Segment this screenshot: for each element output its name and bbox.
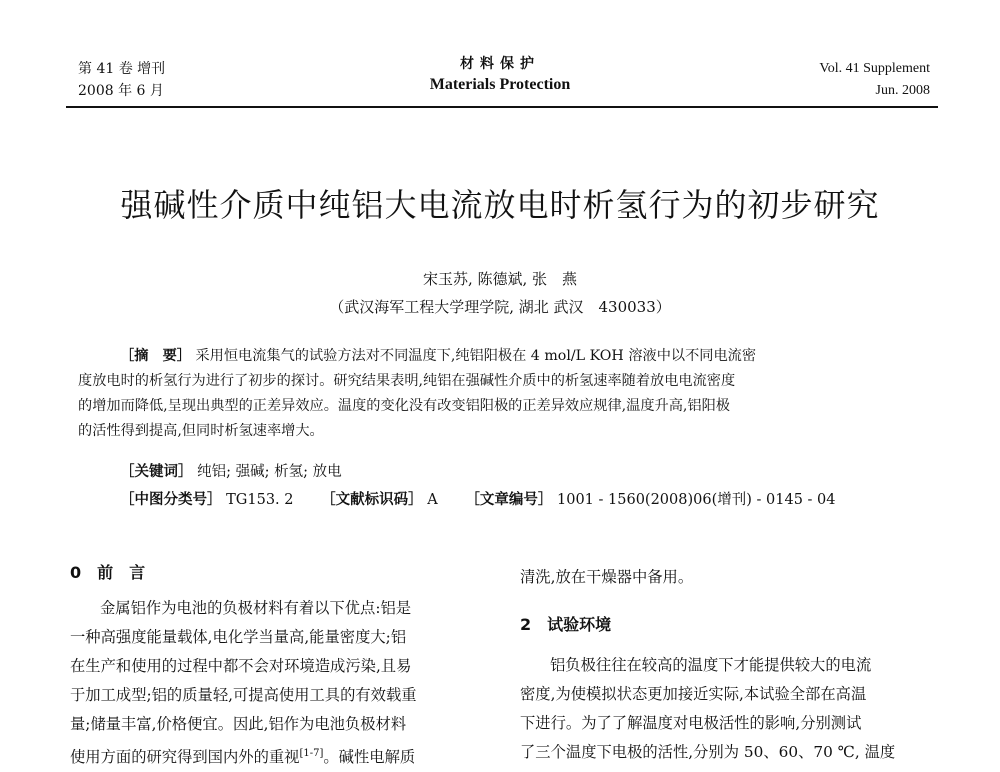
abstract-line: 度放电时的析氢行为进行了初步的探讨。研究结果表明,纯铝在强碱性介质中的析氢速率随着放电电流密度: [78, 373, 736, 389]
abstract-line: 的增加而降低,呈现出典型的正差异效应。温度的变化没有改变铝阳极的正差异效应规律,温度升高,铝阳极: [78, 398, 730, 414]
right-column: [520, 651, 940, 767]
journal-name-en: Materials Protection: [429, 76, 571, 93]
doc-code-value: A: [427, 492, 438, 508]
authors: 宋玉苏, 陈德斌, 张 燕: [422, 270, 578, 288]
journal-name-cn: 材料保护: [460, 56, 540, 72]
left-column: [70, 594, 490, 772]
paragraph-line: 密度,为使模拟状态更加接近实际,本试验全部在高温: [520, 685, 867, 703]
header-date: 2008 年 6 月: [78, 83, 164, 99]
clc-tag: ［中图分类号］: [120, 492, 222, 508]
citation: [1-7]: [299, 748, 324, 759]
paper-title: 强碱性介质中纯铝大电流放电时析氢行为的初步研究: [120, 186, 880, 224]
article-number-value: 1001 - 1560(2008)06(增刊) - 0145 - 04: [557, 492, 836, 508]
section-0-heading: 0 前 言: [70, 563, 146, 582]
abstract: [78, 344, 928, 444]
abstract-line: [78, 344, 928, 369]
classification-line: [120, 488, 836, 509]
paragraph-text: 。碱性电解质: [323, 748, 416, 767]
paragraph-line: 下进行。为了了解温度对电极活性的影响,分别测试: [520, 714, 862, 732]
keywords-tag: ［关键词］: [120, 464, 193, 480]
paragraph-line: 一种高强度能量载体,电化学当量高,能量密度大;铝: [70, 628, 407, 646]
paragraph-line: 于加工成型;铝的质量轻,可提高使用工具的有效载重: [70, 686, 417, 704]
paragraph-line: 在生产和使用的过程中都不会对环境造成污染,且易: [70, 657, 412, 675]
section-2-heading: 2 试验环境: [520, 615, 612, 634]
article-number-tag: ［文章编号］: [465, 492, 553, 508]
abstract-line: 的活性得到提高,但同时析氢速率增大。: [78, 423, 324, 439]
affiliation: （武汉海军工程大学理学院, 湖北 武汉 430033）: [329, 298, 671, 316]
paragraph-line: 铝负极往往在较高的温度下才能提供较大的电流: [550, 656, 872, 674]
keywords-text: 纯铝; 强碱; 析氢; 放电: [197, 464, 342, 480]
header-volume-en: Vol. 41 Supplement: [819, 61, 930, 76]
paragraph-continuation: 清洗,放在干燥器中备用。: [520, 568, 694, 586]
doc-code-tag: ［文献标识码］: [321, 492, 423, 508]
paragraph-line: 了三个温度下电极的活性,分别为 50、60、70 ℃, 温度: [520, 743, 896, 761]
header-volume-info-en: [819, 58, 930, 102]
paragraph-line: 金属铝作为电池的负极材料有着以下优点:铝是: [100, 599, 412, 617]
keywords: [120, 460, 342, 481]
abstract-text: 采用恒电流集气的试验方法对不同温度下,纯铝阳极在 4 mol/L KOH 溶液中以不同电流密: [195, 348, 757, 364]
paragraph-text: 使用方面的研究得到国内外的重视: [70, 748, 300, 767]
clc-value: TG153. 2: [226, 492, 294, 508]
header-volume: 第 41 卷 增刊: [78, 61, 166, 77]
header-date-en: Jun. 2008: [875, 83, 930, 98]
paragraph-line: 量;储量丰富,价格便宜。因此,铝作为电池负极材料: [70, 715, 407, 733]
abstract-tag: ［摘 要］: [120, 348, 191, 364]
header-rule: [66, 106, 938, 108]
paragraph-line: [70, 739, 490, 772]
